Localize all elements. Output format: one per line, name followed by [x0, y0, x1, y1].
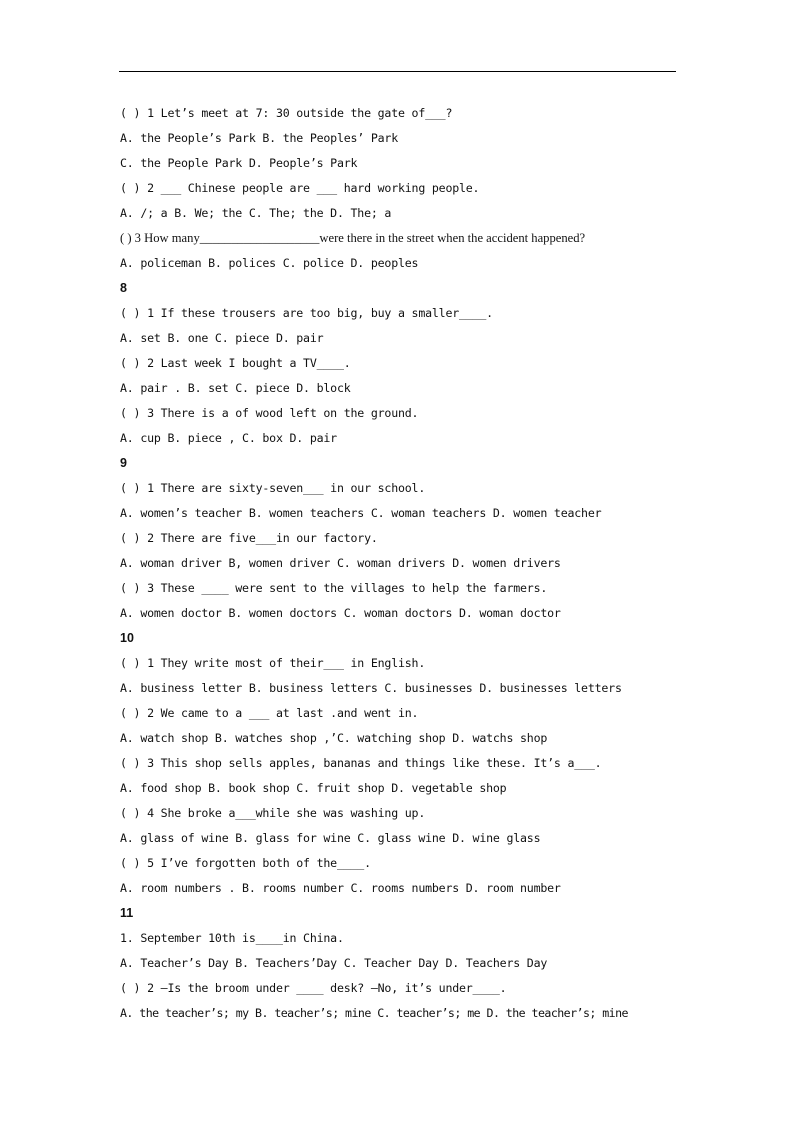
answer-options: A. cup B. piece , C. box D. pair	[120, 431, 337, 445]
question: ( ) 3 There is a of wood left on the ground.	[120, 406, 419, 420]
question: ( ) 2 –Is the broom under ____ desk? –No, it’s under____.	[120, 981, 507, 995]
question: ( ) 3 These ____ were sent to the villages to help the farmers.	[120, 581, 548, 595]
question: ( ) 1 If these trousers are too big, buy a smaller____.	[120, 306, 493, 320]
answer-options: A. policeman B. polices C. police D. peoples	[120, 256, 419, 270]
question: ( ) 2 There are five___in our factory.	[120, 531, 378, 545]
section-number: 11	[120, 906, 134, 920]
answer-options: A. /; a B. We; the C. The; the D. The; a	[120, 206, 392, 220]
answer-options: A. women’s teacher B. women teachers C. woman teachers D. women teacher	[120, 506, 602, 520]
answer-options: A. the People’s Park B. the Peoples’ Park	[120, 131, 398, 145]
question: 1. September 10th is____in China.	[120, 931, 344, 945]
answer-options: A. food shop B. book shop C. fruit shop D. vegetable shop	[120, 781, 507, 795]
section-number: 10	[120, 631, 134, 645]
answer-options: A. set B. one C. piece D. pair	[120, 331, 324, 345]
question: ( ) 3 How many___________________were there in the street when the accident happened?	[120, 231, 586, 245]
answer-options: A. watch shop B. watches shop ,’C. watching shop D. watchs shop	[120, 731, 548, 745]
answer-options: A. the teacher’s; my B. teacher’s; mine C. teacher’s; me D. the teacher’s; mine	[120, 1006, 628, 1020]
answer-options: A. business letter B. business letters C. businesses D. businesses letters	[120, 681, 622, 695]
question: ( ) 2 Last week I bought a TV____.	[120, 356, 351, 370]
question: ( ) 5 I’ve forgotten both of the____.	[120, 856, 371, 870]
question: ( ) 1 They write most of their___ in English.	[120, 656, 426, 670]
answer-options: A. woman driver B, women driver C. woman drivers D. women drivers	[120, 556, 561, 570]
answer-options: A. women doctor B. women doctors C. woman doctors D. woman doctor	[120, 606, 561, 620]
question: ( ) 2 We came to a ___ at last .and went in.	[120, 706, 419, 720]
question: ( ) 3 This shop sells apples, bananas and things like these. It’s a___.	[120, 756, 602, 770]
answer-options: A. Teacher’s Day B. Teachers’Day C. Teacher Day D. Teachers Day	[120, 956, 548, 970]
answer-options: A. pair . B. set C. piece D. block	[120, 381, 351, 395]
question: ( ) 1 Let’s meet at 7: 30 outside the gate of___?	[120, 106, 453, 120]
exercise-content	[120, 101, 680, 1026]
question: ( ) 1 There are sixty-seven___ in our school.	[120, 481, 426, 495]
header-rule	[119, 71, 676, 72]
answer-options: A. glass of wine B. glass for wine C. glass wine D. wine glass	[120, 831, 541, 845]
section-number: 9	[120, 456, 127, 470]
question: ( ) 2 ___ Chinese people are ___ hard working people.	[120, 181, 480, 195]
answer-options: C. the People Park D. People’s Park	[120, 156, 358, 170]
question: ( ) 4 She broke a___while she was washing up.	[120, 806, 426, 820]
answer-options: A. room numbers . B. rooms number C. rooms numbers D. room number	[120, 881, 561, 895]
section-number: 8	[120, 281, 127, 295]
